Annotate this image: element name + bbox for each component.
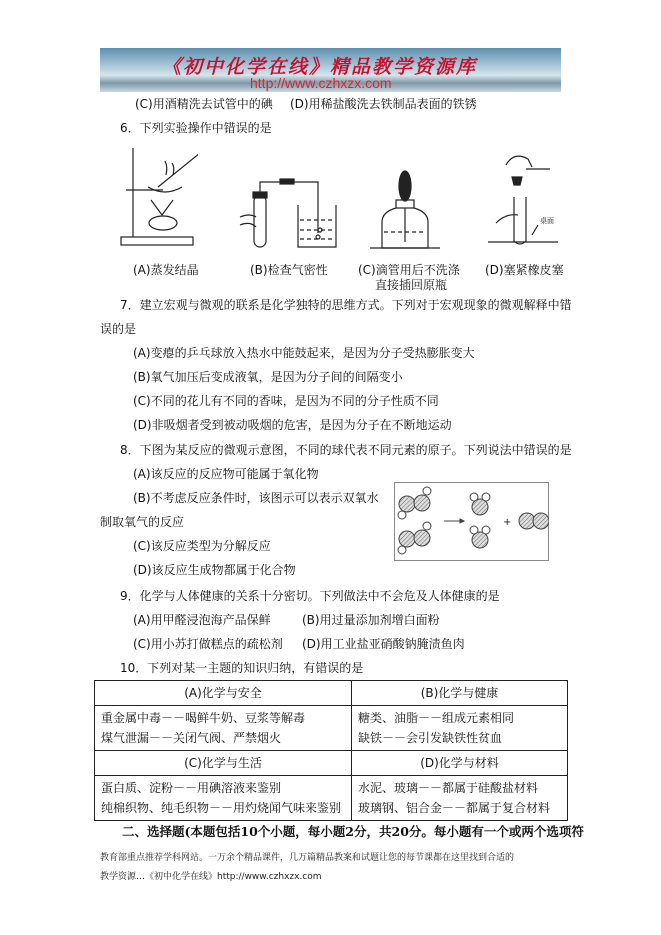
cell-b-head: (B)化学与健康 [352,681,568,706]
stopper-figure [488,145,558,250]
q8-option-d: (D)该反应生成物都属于化合物 [133,563,296,577]
q5-option-d: (D)用稀盐酸洗去铁制品表面的铁锈 [290,97,477,111]
q7-option-b: (B)氧气加压后变成液氧，是因为分子间的间隔变小 [133,370,403,384]
cell-d-body [352,776,568,821]
airtight-check-figure [238,175,338,250]
q8-option-a: (A)该反应的反应物可能属于氧化物 [133,467,319,481]
footer-line1: 教育部重点推荐学科网站。一万余个精品课件，几万篇精品教案和试题让您的每节课都在这里找到合适的 [100,853,515,863]
cell-d-head: (D)化学与材料 [352,751,568,776]
q5-option-c: (C)用酒精洗去试管中的碘 [135,97,273,111]
q6-option-b: (B)检查气密性 [250,263,328,277]
q9-option-c: (C)用小苏打做糕点的疏松剂 [133,637,283,651]
cell-c-body [95,776,352,821]
q6-option-a: (A)蒸发结晶 [133,263,199,277]
q8-stem: 8．下图为某反应的微观示意图，不同的球代表不同元素的原子。下列说法中错误的是 [120,443,572,457]
q7-stem: 7．建立宏观与微观的联系是化学独特的思维方式。下列对于宏观现象的微观解释中错 [120,298,572,312]
cell-a-head: (A)化学与安全 [95,681,352,706]
dropper-figure [370,170,440,250]
cell-line: 煤气泄漏－－关闭气阀、严禁烟火 [101,731,282,745]
q8-option-c: (C)该反应类型为分解反应 [133,539,271,553]
cell-line: 蛋白质、淀粉－－用碘溶液来鉴别 [101,781,282,795]
q7-stem-line2: 误的是 [100,322,137,336]
cell-line: 纯棉织物、纯毛织物－－用灼烧闻气味来鉴别 [101,801,342,815]
cell-line: 水泥、玻璃－－都属于硅酸盐材料 [358,781,539,795]
cell-line: 玻璃钢、铝合金－－都属于复合材料 [358,801,551,815]
cell-line: 缺铁－－会引发缺铁性贫血 [358,731,503,745]
cell-c-head: (C)化学与生活 [95,751,352,776]
banner-url: http://www.czhxzx.com [250,75,392,91]
plus-sign: + [503,517,512,528]
desktop-label: 桌面 [540,217,554,225]
q10-stem: 10．下列对某一主题的知识归纳，有错误的是 [120,661,364,675]
q6-stem: 6．下列实验操作中错误的是 [120,121,272,135]
q7-option-c: (C)不同的花儿有不同的香味，是因为不同的分子性质不同 [133,394,439,408]
q8-option-b-line2: 制取氧气的反应 [100,515,185,529]
q6-option-c: (C)滴管用后不洗涤 [358,263,460,277]
q7-option-a: (A)变瘪的乒乓球放入热水中能鼓起来，是因为分子受热膨胀变大 [133,346,475,360]
reaction-diagram [394,482,549,561]
banner-title: 《初中化学在线》精品教学资源库 [162,56,478,78]
q9-option-b: (B)用过量添加剂增白面粉 [302,613,440,627]
cell-a-body [95,706,352,751]
banner [100,48,561,92]
q6-option-d: (D)塞紧橡皮塞 [485,263,564,277]
q9-option-a: (A)用甲醛浸泡海产品保鲜 [133,613,271,627]
evaporation-figure [118,145,198,250]
cell-b-body [352,706,568,751]
q7-option-d: (D)非吸烟者受到被动吸烟的危害，是因为分子在不断地运动 [133,418,452,432]
q10-table [94,680,568,821]
q8-option-b: (B)不考虑反应条件时，该图示可以表示双氧水 [133,491,379,505]
cell-line: 重金属中毒－－喝鲜牛奶、豆浆等解毒 [101,711,306,725]
q6-option-c-line2: 直接插回原瓶 [375,278,448,292]
footer-line2: 教学资源…《初中化学在线》http://www.czhxzx.com [100,872,322,882]
q9-option-d: (D)用工业盐亚硝酸钠腌渍鱼肉 [302,637,465,651]
q9-stem: 9．化学与人体健康的关系十分密切。下列做法中不会危及人体健康的是 [120,589,500,603]
cell-line: 糖类、油脂－－组成元素相同 [358,711,515,725]
section-2-heading: 二、选择题(本题包括10个小题，每小题2分，共20分。每小题有一个或两个选项符 [122,824,584,839]
